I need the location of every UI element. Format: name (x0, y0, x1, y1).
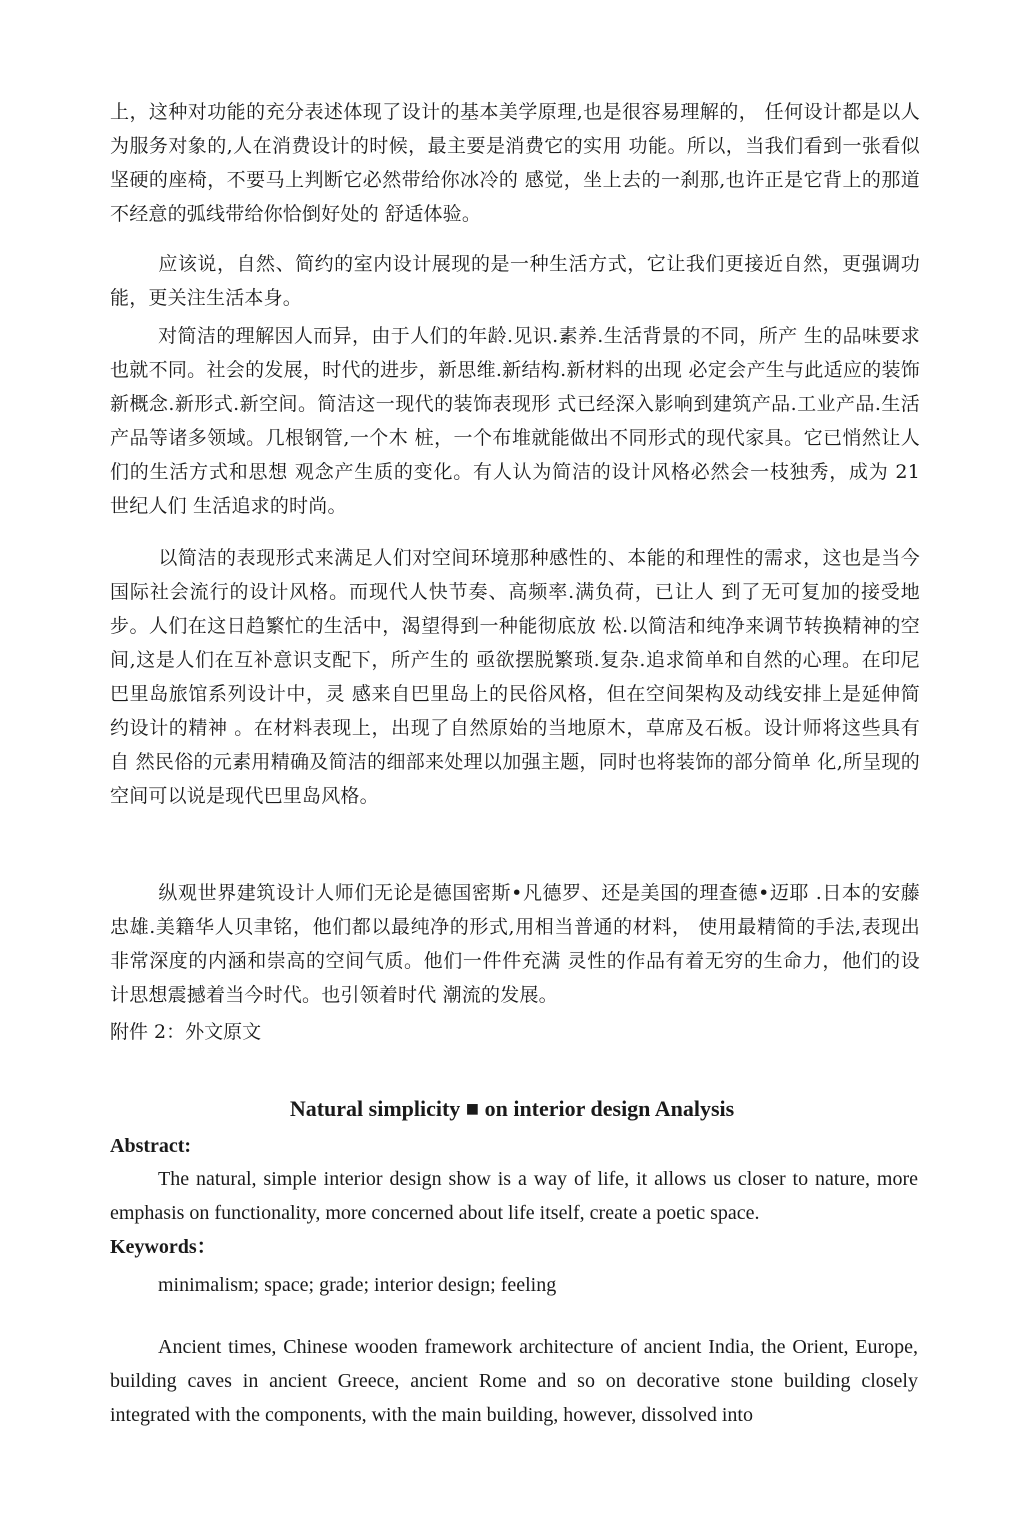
abstract-body: The natural, simple interior design show is a way of life, it allows us closer to nature, more emphasis on functionality, more concerned about life itself, create a poetic space. (110, 1168, 918, 1224)
english-title: Natural simplicity ■ on interior design Analysis (289, 1096, 735, 1121)
paragraph-text: 纵观世界建筑设计人师们无论是德国密斯•凡德罗、还是美国的理查德•迈耶 .日本的安藤忠雄.美籍华人贝聿铭，他们都以最纯净的形式,用相当普通的材料， 使用最精简的手法,表现出非常深度的内涵和崇高的空间气质。他们一件件充满 灵性的作品有着无穷的生命力，他们的设计思想震撼着当今时代。也引领着时代 潮流的发展。 (110, 882, 920, 1006)
paragraph-simplicity-understanding (110, 319, 920, 523)
paragraph-text: 应该说，自然、简约的室内设计展现的是一种生活方式，它让我们更接近自然，更强调功能，更关注生活本身。 (110, 253, 920, 309)
paragraph-text: 对简洁的理解因人而异，由于人们的年龄.见识.素养.生活背景的不同，所产 生的品味要求也就不同。社会的发展，时代的进步，新思维.新结构.新材料的出现 必定会产生与此适应的装饰新概念.新形式.新空间。简洁这一现代的装饰表现形 式已经深入影响到建筑产品.工业产品.生活产品等诸多领域。几根钢管,一个木 桩，一个布堆就能做出不同形式的现代家具。它已悄然让人们的生活方式和思想 观念产生质的变化。有人认为简洁的设计风格必然会一枝独秀，成为 21 世纪人们 生活追求的时尚。 (110, 325, 920, 517)
paragraph-simplicity-needs (110, 541, 920, 813)
paragraph-master-designers (110, 876, 920, 1012)
abstract-text (110, 1162, 918, 1230)
paragraph-function-aesthetics (110, 95, 920, 231)
abstract-heading: Abstract: (110, 1135, 192, 1157)
paragraph-lifestyle (110, 247, 920, 315)
paragraph-text: 上，这种对功能的充分表述体现了设计的基本美学原理,也是很容易理解的， 任何设计都是以人为服务对象的,人在消费设计的时候，最主要是消费它的实用 功能。所以，当我们看到一张看似坚硬的座椅，不要马上判断它必然带给你冰冷的 感觉，坐上去的一刹那,也许正是它背上的那道不经意的弧线带给你恰倒好处的 舒适体验。 (110, 101, 920, 225)
paragraph-text: 以简洁的表现形式来满足人们对空间环境那种感性的、本能的和理性的需求，这也是当今国际社会流行的设计风格。而现代人快节奏、高频率.满负荷，已让人 到了无可复加的接受地步。人们在这日趋繁忙的生活中，渴望得到一种能彻底放 松.以简洁和纯净来调节转换精神的空间,这是人们在互补意识支配下，所产生的 亟欲摆脱繁琐.复杂.追求简单和自然的心理。在印尼巴里岛旅馆系列设计中，灵 感来自巴里岛上的民俗风格，但在空间架构及动线安排上是延伸简约设计的精神 。在材料表现上，出现了自然原始的当地原木，草席及石板。设计师将这些具有自 然民俗的元素用精确及简洁的细部来处理以加强主题，同时也将装饰的部分简单 化,所呈现的空间可以说是现代巴里岛风格。 (110, 547, 920, 807)
attachment-label: 附件 2：外文原文 (110, 1021, 262, 1043)
body-text: Ancient times, Chinese wooden framework architecture of ancient India, the Orient, Europe, building caves in ancient Greece, ancient Rome and so on decorative stone building closely integrated with the components, with the main building, however, dissolved into (110, 1336, 918, 1426)
body-paragraph-ancient-times (110, 1330, 918, 1432)
keywords-text: minimalism; space; grade; interior design; feeling (158, 1274, 557, 1296)
keywords-heading: Keywords： (110, 1236, 217, 1258)
